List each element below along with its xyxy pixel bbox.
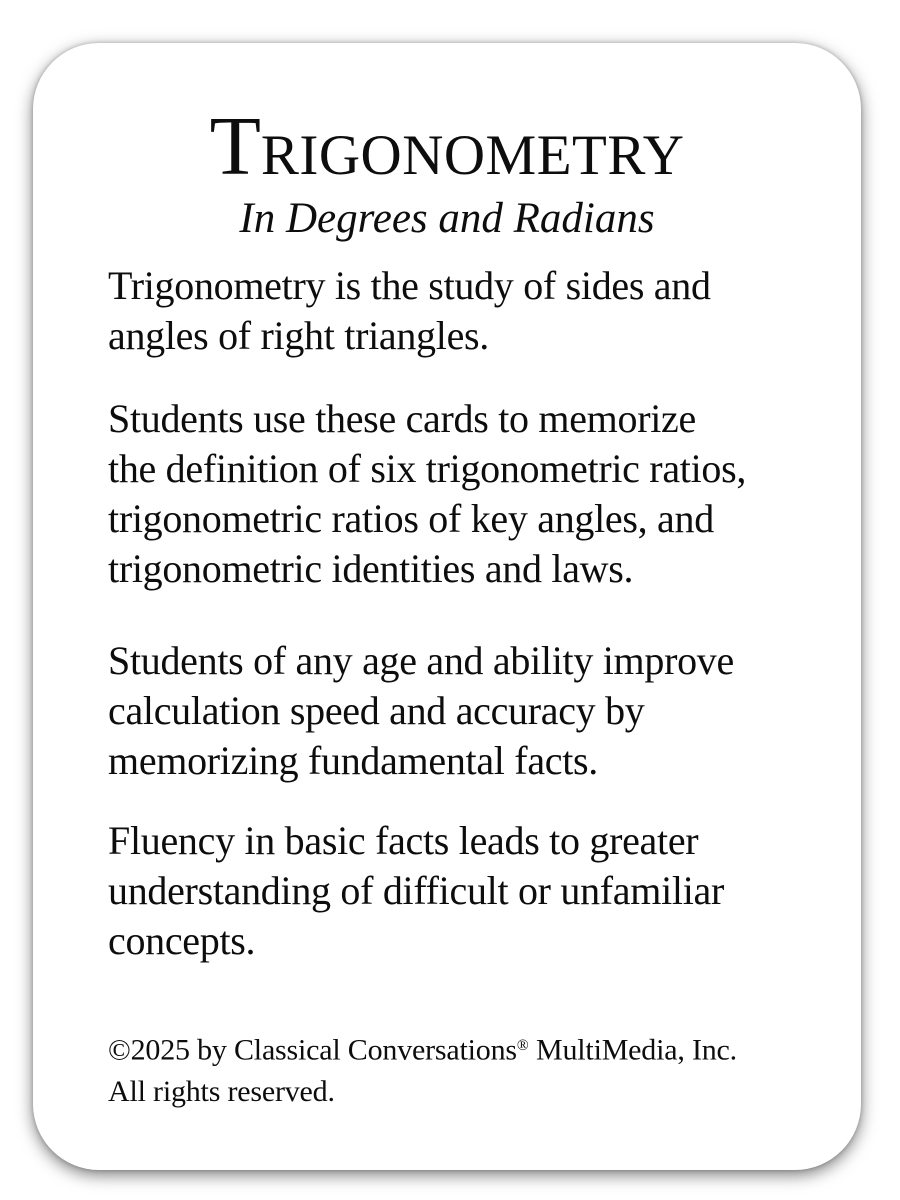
paragraph-benefits xyxy=(108,636,734,786)
paragraph-line: Students use these cards to memorize xyxy=(108,396,696,441)
paragraph-line: Students of any age and ability improve xyxy=(108,638,734,683)
card-title-initial: T xyxy=(209,100,261,193)
card-title xyxy=(33,100,861,193)
paragraph-fluency xyxy=(108,816,724,966)
flashcard xyxy=(33,43,861,1170)
rights-reserved-text: All rights reserved. xyxy=(108,1075,335,1109)
paragraph-line: memorizing fundamental facts. xyxy=(108,738,599,783)
card-title-rest: RIGONOMETRY xyxy=(260,124,685,187)
copyright-text: ©2025 by Classical Conversations xyxy=(108,1033,517,1067)
paragraph-usage xyxy=(108,394,746,594)
paragraph-intro xyxy=(108,261,711,361)
paragraph-line: Fluency in basic facts leads to greater xyxy=(108,818,699,863)
paragraph-line: calculation speed and accuracy by xyxy=(108,688,645,733)
paragraph-line: trigonometric ratios of key angles, and xyxy=(108,496,714,541)
card-subtitle: In Degrees and Radians xyxy=(239,195,655,242)
paragraph-line: concepts. xyxy=(108,918,256,963)
copyright-text-continued: MultiMedia, Inc. xyxy=(528,1033,737,1067)
copyright-footer xyxy=(108,1025,737,1113)
paragraph-line: angles of right triangles. xyxy=(108,313,489,358)
registered-trademark-symbol: ® xyxy=(516,1037,529,1054)
paragraph-line: Trigonometry is the study of sides and xyxy=(108,263,711,308)
paragraph-line: understanding of difficult or unfamiliar xyxy=(108,868,724,913)
paragraph-line: the definition of six trigonometric ratios, xyxy=(108,446,747,491)
paragraph-line: trigonometric identities and laws. xyxy=(108,546,634,591)
copyright-line xyxy=(108,1025,737,1071)
